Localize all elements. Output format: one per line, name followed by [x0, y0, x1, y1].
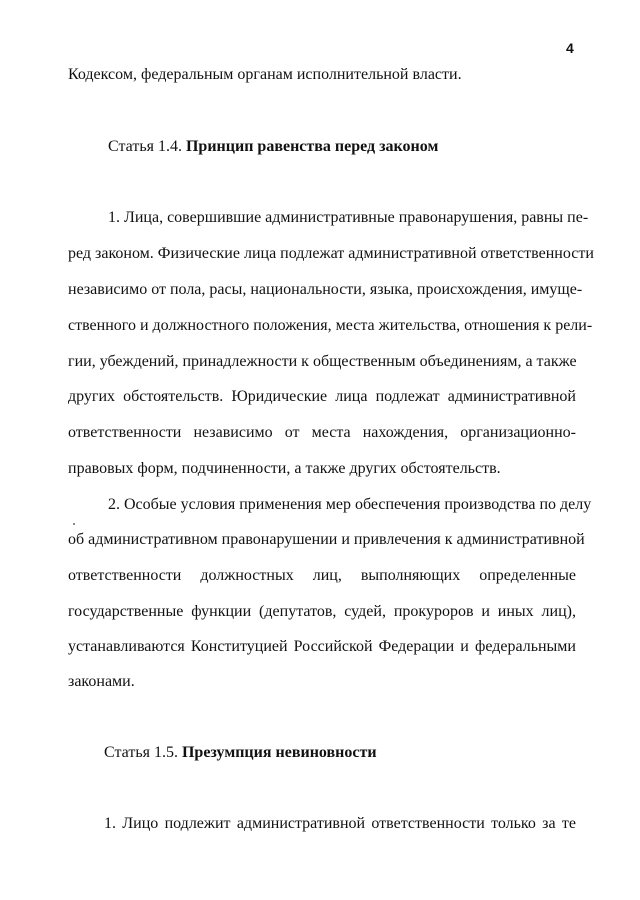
text-line: 1. Лица, совершившие административные правонарушения, равны пе-: [108, 209, 589, 226]
text-line: 1. Лицо подлежит административной ответственности только за те: [104, 815, 576, 832]
text-line: государственные функции (депутатов, судей, прокуроров и иных лиц),: [68, 603, 576, 620]
scan-mark: [73, 523, 75, 525]
text-line: Кодексом, федеральным органам исполнительной власти.: [68, 66, 462, 83]
text-line: законами.: [68, 673, 135, 690]
article-title: Принцип равенства перед законом: [185, 138, 439, 155]
text-line: ственного и должностного положения, места жительства, отношения к рели-: [68, 317, 593, 334]
article-title: Презумпция невиновности: [181, 744, 377, 761]
text-line: ответственности должностных лиц, выполняющих определенные: [68, 567, 576, 584]
text-line: правовых форм, подчиненности, а также других обстоятельств.: [68, 460, 501, 477]
text-line: устанавливаются Конституцией Российской Федерации и федеральными: [68, 638, 576, 655]
text-line: других обстоятельств. Юридические лица подлежат административной: [68, 388, 576, 405]
text-line: ответственности независимо от места нахождения, организационно-: [68, 424, 576, 441]
text-line: об административном правонарушении и привлечения к административной: [68, 531, 585, 548]
article-heading-1-4: [108, 137, 616, 157]
text-line: ред законом. Физические лица подлежат административной ответственности: [68, 245, 594, 262]
article-prefix: Статья 1.5.: [104, 744, 178, 761]
text-line: независимо от пола, расы, национальности, языка, происхождения, имуще-: [68, 281, 583, 298]
article-heading-1-5: [104, 743, 612, 763]
text-line: гии, убеждений, принадлежности к общественным объединениям, а также: [68, 353, 577, 370]
text-line: 2. Особые условия применения мер обеспечения производства по делу: [108, 496, 592, 513]
page-number: 4: [566, 40, 574, 56]
article-prefix: Статья 1.4.: [108, 138, 182, 155]
